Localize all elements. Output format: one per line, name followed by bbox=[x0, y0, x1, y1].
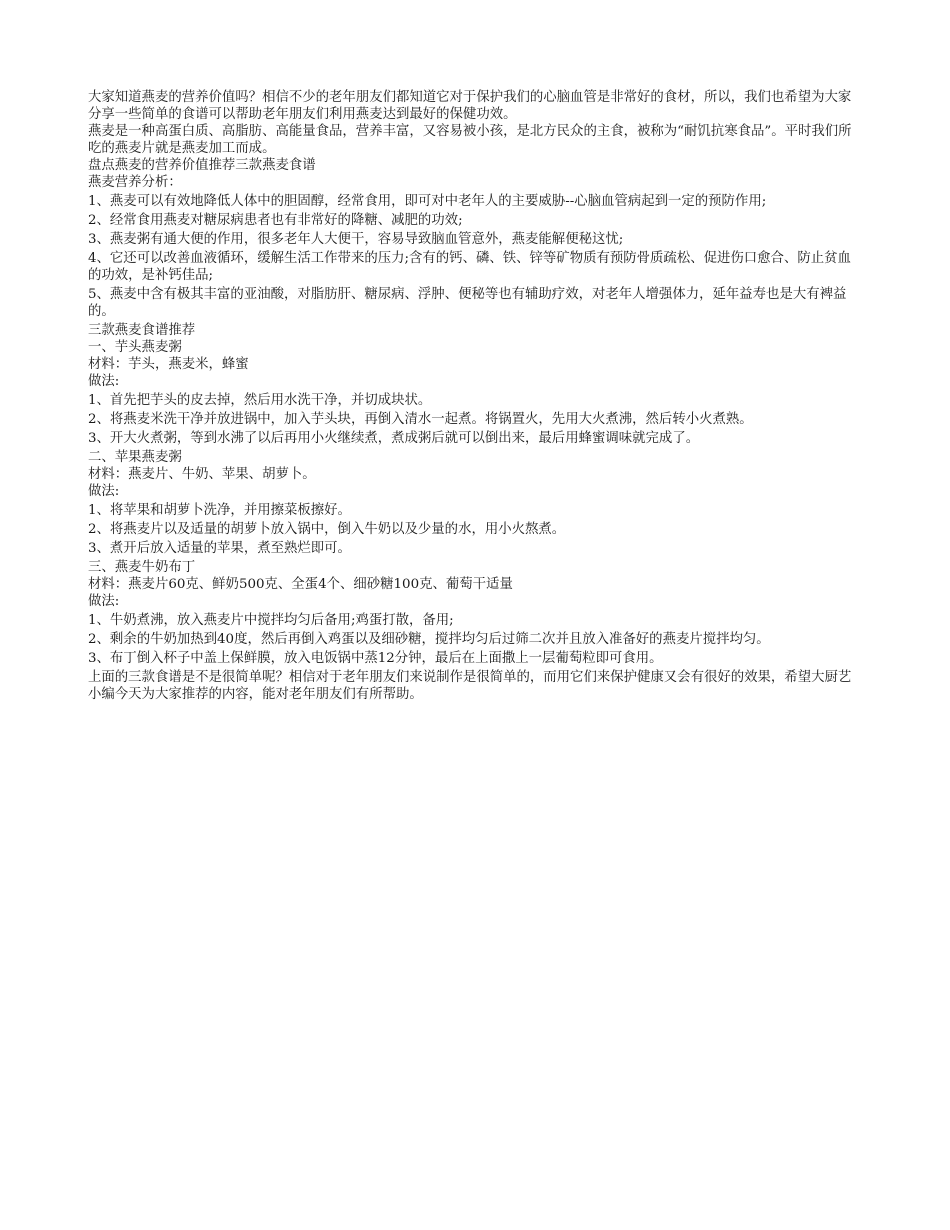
recipe-step: 3、煮开后放入适量的苹果，煮至熟烂即可。 bbox=[88, 541, 351, 556]
analysis-item: 5、燕麦中含有极其丰富的亚油酸，对脂肪肝、糖尿病、浮肿、便秘等也有辅助疗效，对老年人增强体力，延年益寿也是大有裨益的。 bbox=[88, 287, 847, 319]
recipe-method-label: 做法: bbox=[88, 484, 120, 499]
article-title: 盘点燕麦的营养价值推荐三款燕麦食谱 bbox=[88, 158, 316, 173]
recipe-step: 1、牛奶煮沸，放入燕麦片中搅拌均匀后备用;鸡蛋打散，备用; bbox=[88, 613, 454, 628]
recipe-materials: 材料：燕麦片60克、鲜奶500克、全蛋4个、细砂糖100克、葡萄干适量 bbox=[88, 577, 513, 592]
analysis-heading: 燕麦营养分析： bbox=[88, 175, 182, 190]
recipe-step: 1、将苹果和胡萝卜洗净，并用擦菜板擦好。 bbox=[88, 503, 351, 518]
recipe-step: 3、布丁倒入杯子中盖上保鲜膜，放入电饭锅中蒸12分钟，最后在上面撒上一层葡萄粒即可食用。 bbox=[88, 651, 663, 666]
analysis-item: 3、燕麦粥有通大便的作用，很多老年人大便干，容易导致脑血管意外，燕麦能解便秘这忧; bbox=[88, 232, 624, 247]
description-paragraph: 燕麦是一种高蛋白质、高脂肪、高能量食品，营养丰富，又容易被小孩，是北方民众的主食，被称为“耐饥抗寒食品”。平时我们所吃的燕麦片就是燕麦加工而成。 bbox=[88, 124, 852, 156]
recipe-method-label: 做法: bbox=[88, 374, 120, 389]
recipe-name: 一、芋头燕麦粥 bbox=[88, 340, 182, 355]
recipe-materials: 材料：芋头，燕麦米，蜂蜜 bbox=[88, 357, 249, 372]
conclusion-paragraph: 上面的三款食谱是不是很简单呢？相信对于老年朋友们来说制作是很简单的，而用它们来保护健康又会有很好的效果，希望大厨艺小编今天为大家推荐的内容，能对老年朋友们有所帮助。 bbox=[88, 670, 852, 702]
analysis-item: 4、它还可以改善血液循环，缓解生活工作带来的压力;含有的钙、磷、铁、锌等矿物质有预防骨质疏松、促进伤口愈合、防止贫血的功效，是补钙佳品; bbox=[88, 251, 851, 283]
article-body bbox=[88, 89, 863, 703]
analysis-item: 1、燕麦可以有效地降低人体中的胆固醇，经常食用，即可对中老年人的主要威胁--心脑血管病起到一定的预防作用; bbox=[88, 194, 767, 209]
recipe-step: 2、将燕麦片以及适量的胡萝卜放入锅中，倒入牛奶以及少量的水，用小火熬煮。 bbox=[88, 522, 566, 537]
recipe-step: 1、首先把芋头的皮去掉，然后用水洗干净，并切成块状。 bbox=[88, 393, 432, 408]
recipes-heading: 三款燕麦食谱推荐 bbox=[88, 323, 196, 338]
recipe-materials: 材料：燕麦片、牛奶、苹果、胡萝卜。 bbox=[88, 467, 316, 482]
recipe-step: 3、开大火煮粥，等到水沸了以后再用小火继续煮，煮成粥后就可以倒出来，最后用蜂蜜调味就完成了。 bbox=[88, 431, 700, 446]
recipe-step: 2、将燕麦米洗干净并放进锅中，加入芋头块，再倒入清水一起煮。将锅置火，先用大火煮沸，然后转小火煮熟。 bbox=[88, 412, 753, 427]
recipe-name: 二、苹果燕麦粥 bbox=[88, 450, 182, 465]
recipe-step: 2、剩余的牛奶加热到40度，然后再倒入鸡蛋以及细砂糖，搅拌均匀后过筛二次并且放入准备好的燕麦片搅拌均匀。 bbox=[88, 632, 770, 647]
analysis-item: 2、经常食用燕麦对糖尿病患者也有非常好的降糖、减肥的功效; bbox=[88, 213, 463, 228]
recipe-name: 三、燕麦牛奶布丁 bbox=[88, 560, 196, 575]
intro-paragraph: 大家知道燕麦的营养价值吗？相信不少的老年朋友们都知道它对于保护我们的心脑血管是非常好的食材，所以，我们也希望为大家分享一些简单的食谱可以帮助老年朋友们利用燕麦达到最好的保健功效。 bbox=[88, 90, 852, 122]
recipe-method-label: 做法: bbox=[88, 594, 120, 609]
